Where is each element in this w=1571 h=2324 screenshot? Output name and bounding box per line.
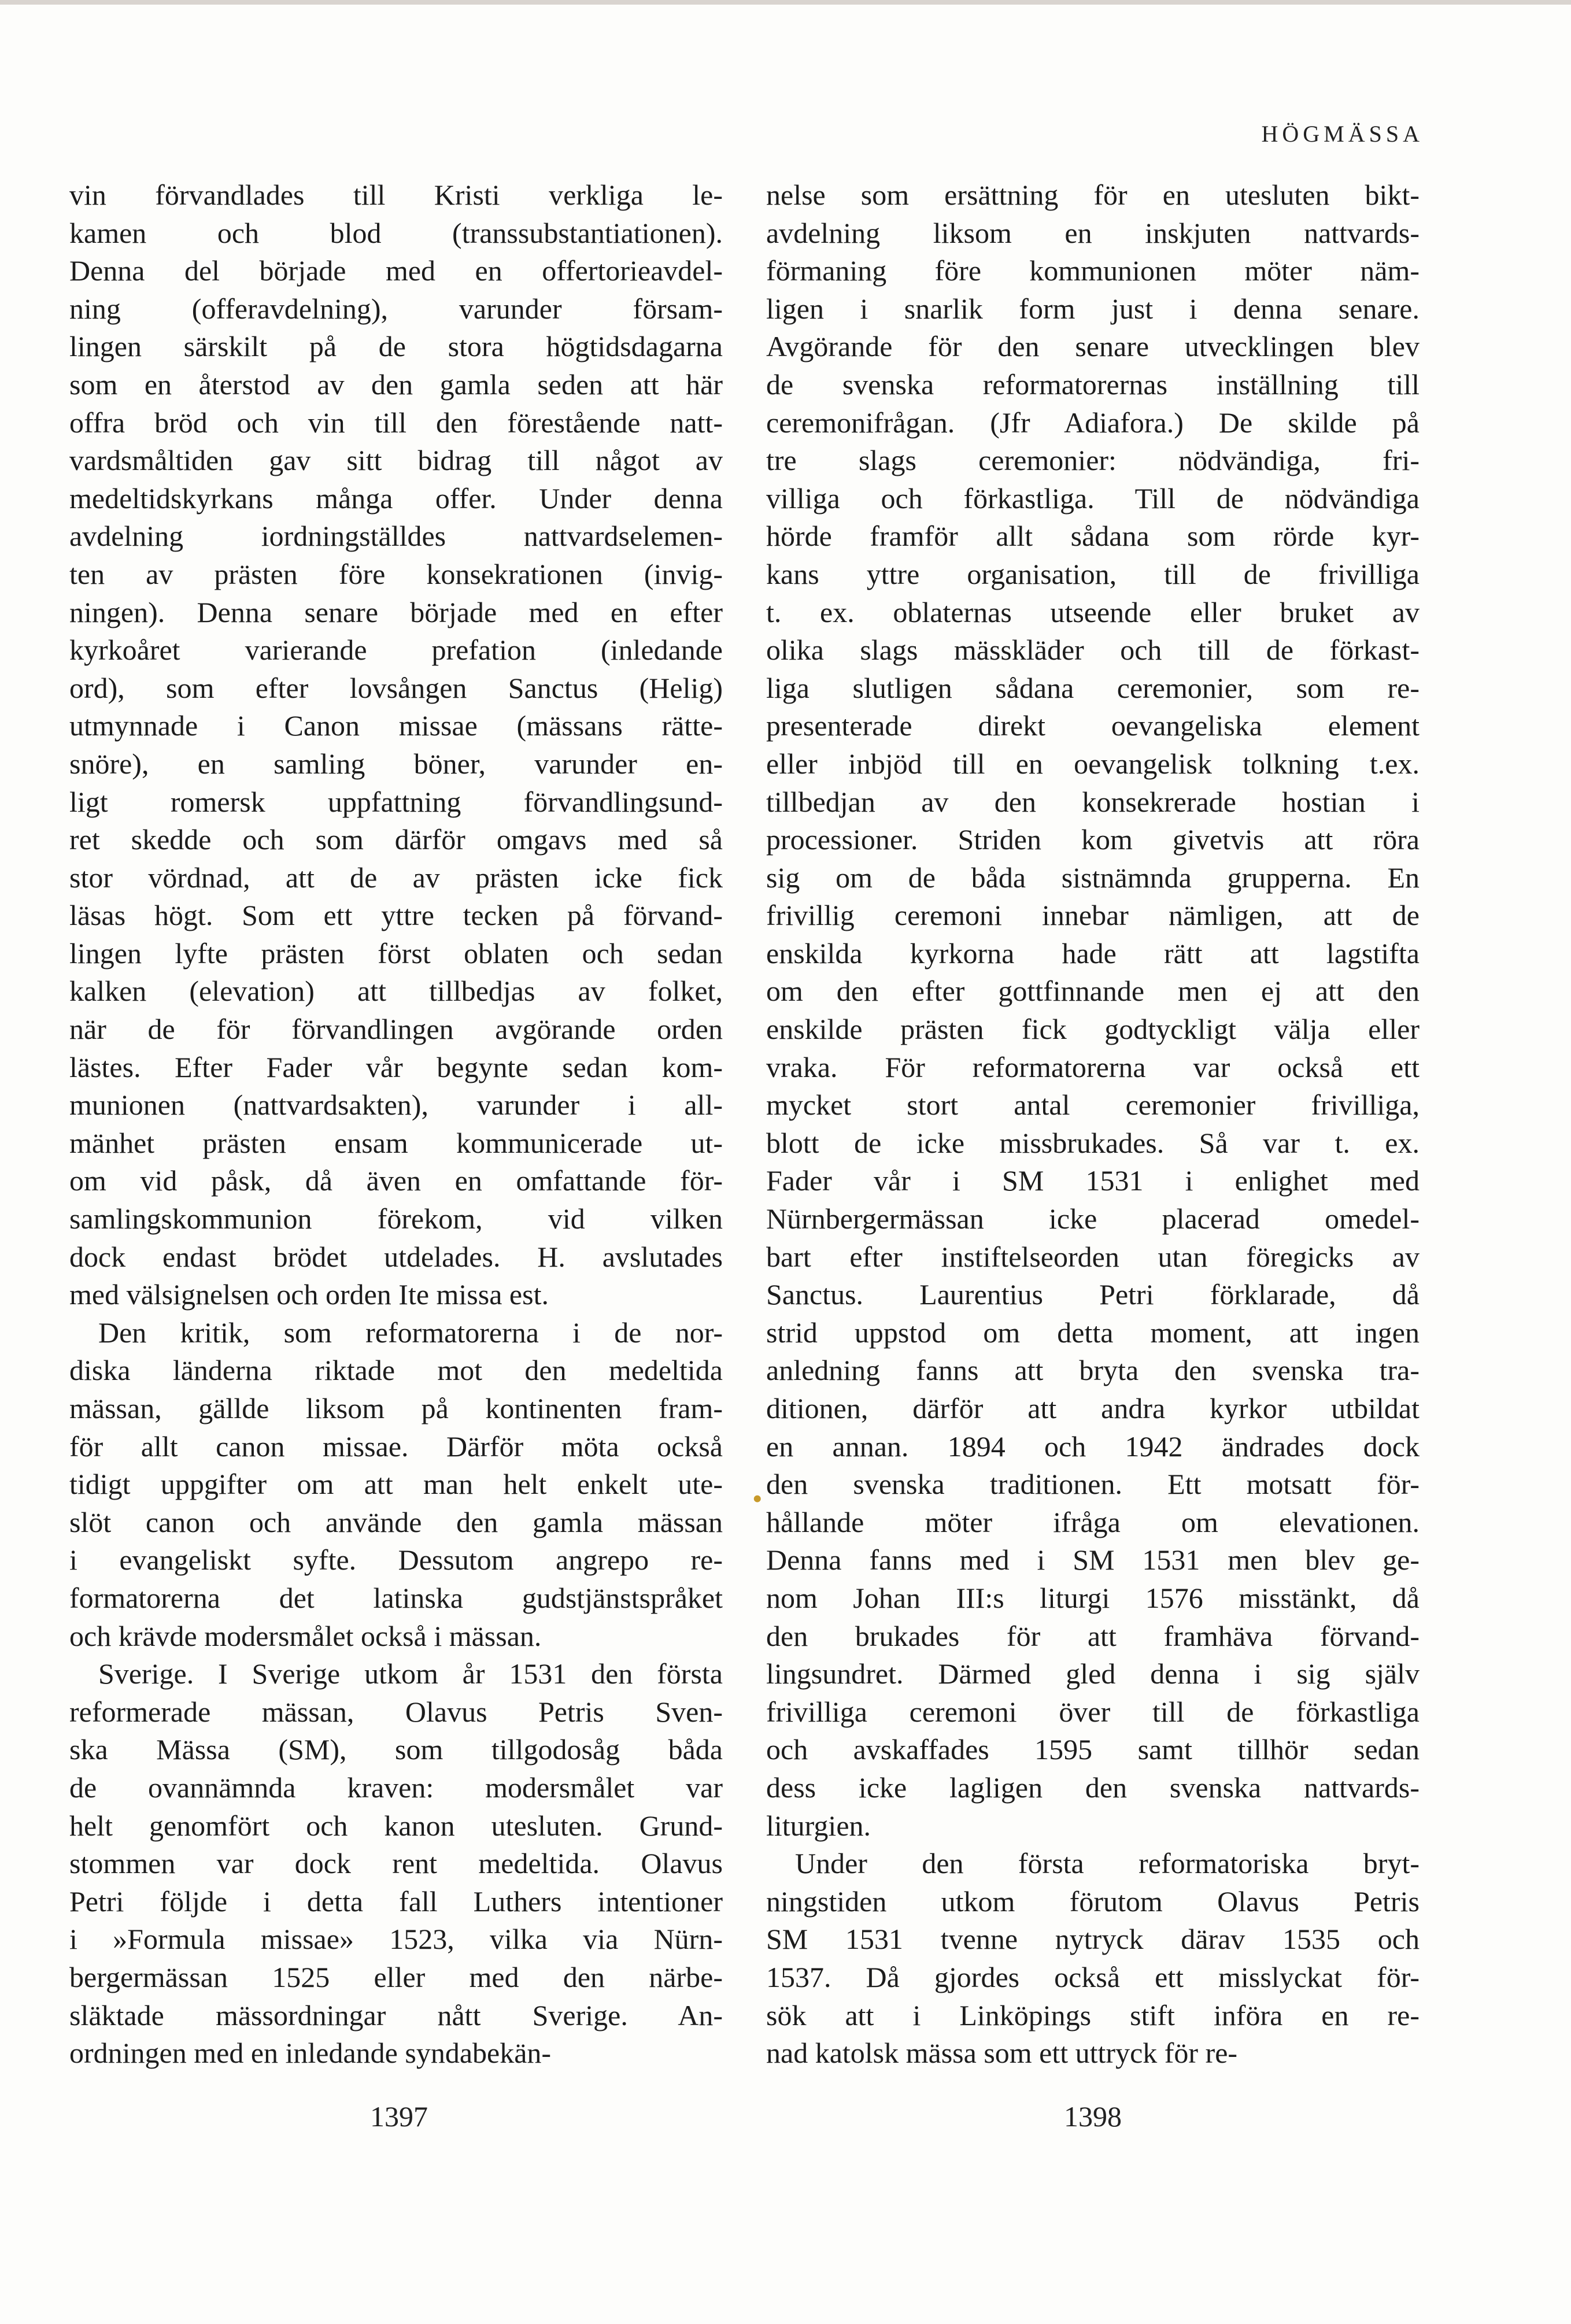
text-line: stommen var dock rent medeltida. Olavus — [69, 1847, 723, 1880]
text-line: ordningen med en inledande syndabekän- — [69, 2037, 552, 2070]
text-line: SM 1531 tvenne nytryck därav 1535 och — [766, 1923, 1420, 1956]
text-line: ningen). Denna senare började med en efter — [69, 595, 723, 628]
text-line: mycket stort antal ceremonier frivilliga, — [766, 1089, 1420, 1122]
text-line: vin förvandlades till Kristi verkliga le- — [69, 179, 723, 211]
text-line: nelse som ersättning för en utesluten bikt- — [766, 179, 1420, 211]
right-column — [766, 176, 1420, 2073]
text-line: lingen lyfte prästen först oblaten och sedan — [69, 937, 723, 969]
text-line: bergermässan 1525 eller med den närbe- — [69, 1960, 723, 1993]
text-line: ditionen, därför att andra kyrkor utbildat — [766, 1392, 1420, 1424]
text-line: ska Mässa (SM), som tillgodosåg båda — [69, 1733, 723, 1766]
text-line: processioner. Striden kom givetvis att röra — [766, 823, 1420, 856]
text-line: i evangeliskt syfte. Dessutom angrepo re- — [69, 1544, 723, 1577]
text-line: lästes. Efter Fader vår begynte sedan kom- — [69, 1050, 723, 1083]
text-line: hörde framför allt sådana som rörde kyr- — [766, 520, 1420, 553]
text-line: frivillig ceremoni innebar nämligen, att de — [766, 899, 1420, 932]
text-line: lingen särskilt på de stora högtidsdagarna — [69, 330, 723, 363]
text-line: lingsundret. Därmed gled denna i sig själv — [766, 1657, 1420, 1690]
text-line: snöre), en samling böner, varunder en- — [69, 747, 723, 780]
text-line: den svenska traditionen. Ett motsatt för- — [766, 1468, 1420, 1501]
text-line: Sverige. I Sverige utkom år 1531 den första — [98, 1657, 723, 1690]
text-line: om vid påsk, då även en omfattande för- — [69, 1164, 723, 1197]
text-line: eller inbjöd till en oevangelisk tolkning t.ex. — [766, 747, 1420, 780]
text-line: presenterade direkt oevangeliska element — [766, 709, 1420, 742]
text-line: Den kritik, som reformatorerna i de nor- — [98, 1316, 723, 1349]
text-line: Petri följde i detta fall Luthers intentioner — [69, 1885, 723, 1918]
text-line: stor vördnad, att de av prästen icke fick — [69, 861, 723, 894]
text-line: som en återstod av den gamla seden att här — [69, 368, 723, 401]
text-line: de svenska reformatorernas inställning till — [766, 368, 1420, 401]
text-line: i »Formula missae» 1523, vilka via Nürn- — [69, 1923, 723, 1956]
text-line: Denna del började med en offertorieavdel- — [69, 254, 723, 287]
page-number-right: 1398 — [1064, 2100, 1122, 2133]
text-line: vardsmåltiden gav sitt bidrag till något av — [69, 444, 723, 477]
text-line: liga slutligen sådana ceremonier, som re- — [766, 671, 1420, 704]
text-line: ret skedde och som därför omgavs med så — [69, 823, 723, 856]
text-line: enskilda kyrkorna hade rätt att lagstifta — [766, 937, 1420, 969]
text-line: villiga och förkastliga. Till de nödvändiga — [766, 482, 1420, 515]
text-line: mässan, gällde liksom på kontinenten fram- — [69, 1392, 723, 1424]
text-line: tidigt uppgifter om att man helt enkelt ute- — [69, 1468, 723, 1501]
text-line: bart efter instiftelseorden utan föregicks av — [766, 1240, 1420, 1273]
top-edge-rule — [0, 0, 1571, 5]
margin-mark: • — [752, 1482, 763, 1515]
text-line: avdelning iordningställdes nattvardselemen- — [69, 520, 723, 553]
text-line: när de för förvandlingen avgörande orden — [69, 1013, 723, 1046]
text-line: enskilde prästen fick godtyckligt välja eller — [766, 1013, 1420, 1046]
text-line: kyrkoåret varierande prefation (inledande — [69, 634, 723, 667]
text-line: nom Johan III:s liturgi 1576 misstänkt, då — [766, 1581, 1420, 1614]
text-line: släktade mässordningar nått Sverige. An- — [69, 1999, 723, 2031]
text-line: dess icke lagligen den svenska nattvards- — [766, 1771, 1420, 1804]
text-line: kamen och blod (transsubstantiationen). — [69, 216, 723, 249]
text-line: Fader vår i SM 1531 i enlighet med — [766, 1164, 1420, 1197]
text-line: tillbedjan av den konsekrerade hostian i — [766, 785, 1420, 818]
text-line: ceremonifrågan. (Jfr Adiafora.) De skilde på — [766, 406, 1420, 439]
running-head: HÖGMÄSSA — [1261, 121, 1424, 147]
text-line: 1537. Då gjordes också ett misslyckat för- — [766, 1960, 1420, 1993]
text-line: nad katolsk mässa som ett uttryck för re- — [766, 2037, 1238, 2070]
text-line: dock endast brödet utdelades. H. avslutades — [69, 1240, 723, 1273]
text-line: för allt canon missae. Därför möta också — [69, 1430, 723, 1463]
text-line: hållande möter ifråga om elevationen. — [766, 1505, 1420, 1538]
text-line: Sanctus. Laurentius Petri förklarade, då — [766, 1278, 1420, 1311]
text-line: kans yttre organisation, till de frivilliga — [766, 557, 1420, 590]
text-line: avdelning liksom en inskjuten nattvards- — [766, 216, 1420, 249]
text-line: tre slags ceremonier: nödvändiga, fri- — [766, 444, 1420, 477]
text-line: Avgörande för den senare utvecklingen blev — [766, 330, 1420, 363]
text-line: ord), som efter lovsången Sanctus (Helig) — [69, 671, 723, 704]
text-line: läsas högt. Som ett yttre tecken på förvand- — [69, 899, 723, 932]
text-line: blott de icke missbrukades. Så var t. ex. — [766, 1126, 1420, 1159]
text-line: ningstiden utkom förutom Olavus Petris — [766, 1885, 1420, 1918]
text-line: om den efter gottfinnande men ej att den — [766, 975, 1420, 1008]
text-line: t. ex. oblaternas utseende eller bruket av — [766, 595, 1420, 628]
text-line: och krävde modersmålet också i mässan. — [69, 1619, 542, 1652]
text-line: vraka. För reformatorerna var också ett — [766, 1050, 1420, 1083]
text-line: en annan. 1894 och 1942 ändrades dock — [766, 1430, 1420, 1463]
text-line: munionen (nattvardsakten), varunder i all- — [69, 1089, 723, 1122]
page-number-left: 1397 — [370, 2100, 428, 2133]
text-line: anledning fanns att bryta den svenska tra- — [766, 1354, 1420, 1387]
text-line: Denna fanns med i SM 1531 men blev ge- — [766, 1544, 1420, 1577]
text-line: strid uppstod om detta moment, att ingen — [766, 1316, 1420, 1349]
text-line: reformerade mässan, Olavus Petris Sven- — [69, 1695, 723, 1728]
text-line: förmaning före kommunionen möter näm- — [766, 254, 1420, 287]
text-line: och avskaffades 1595 samt tillhör sedan — [766, 1733, 1420, 1766]
text-line: olika slags mässkläder och till de förkast- — [766, 634, 1420, 667]
text-line: sök att i Linköpings stift införa en re- — [766, 1999, 1420, 2031]
text-line: formatorerna det latinska gudstjänstspråket — [69, 1581, 723, 1614]
text-line: ligt romersk uppfattning förvandlingsund- — [69, 785, 723, 818]
text-line: medeltidskyrkans många offer. Under denna — [69, 482, 723, 515]
left-column — [69, 176, 723, 2073]
text-line: liturgien. — [766, 1809, 871, 1842]
text-line: diska länderna riktade mot den medeltida — [69, 1354, 723, 1387]
text-line: frivilliga ceremoni över till de förkastliga — [766, 1695, 1420, 1728]
text-line: mänhet prästen ensam kommunicerade ut- — [69, 1126, 723, 1159]
text-line: ning (offeravdelning), varunder försam- — [69, 292, 723, 325]
text-line: slöt canon och använde den gamla mässan — [69, 1505, 723, 1538]
text-line: utmynnade i Canon missae (mässans rätte- — [69, 709, 723, 742]
text-line: de ovannämnda kraven: modersmålet var — [69, 1771, 723, 1804]
text-line: med välsignelsen och orden Ite missa est. — [69, 1278, 549, 1311]
text-line: samlingskommunion förekom, vid vilken — [69, 1202, 723, 1235]
text-line: Nürnbergermässan icke placerad omedel- — [766, 1202, 1420, 1235]
text-line: sig om de båda sistnämnda grupperna. En — [766, 861, 1420, 894]
text-line: ten av prästen före konsekrationen (invig- — [69, 557, 723, 590]
text-line: ligen i snarlik form just i denna senare. — [766, 292, 1420, 325]
text-line: den brukades för att framhäva förvand- — [766, 1619, 1420, 1652]
text-line: offra bröd och vin till den förestående natt- — [69, 406, 723, 439]
text-line: Under den första reformatoriska bryt- — [795, 1847, 1420, 1880]
text-line: helt genomfört och kanon utesluten. Grund- — [69, 1809, 723, 1842]
text-line: kalken (elevation) att tillbedjas av folket, — [69, 975, 723, 1008]
